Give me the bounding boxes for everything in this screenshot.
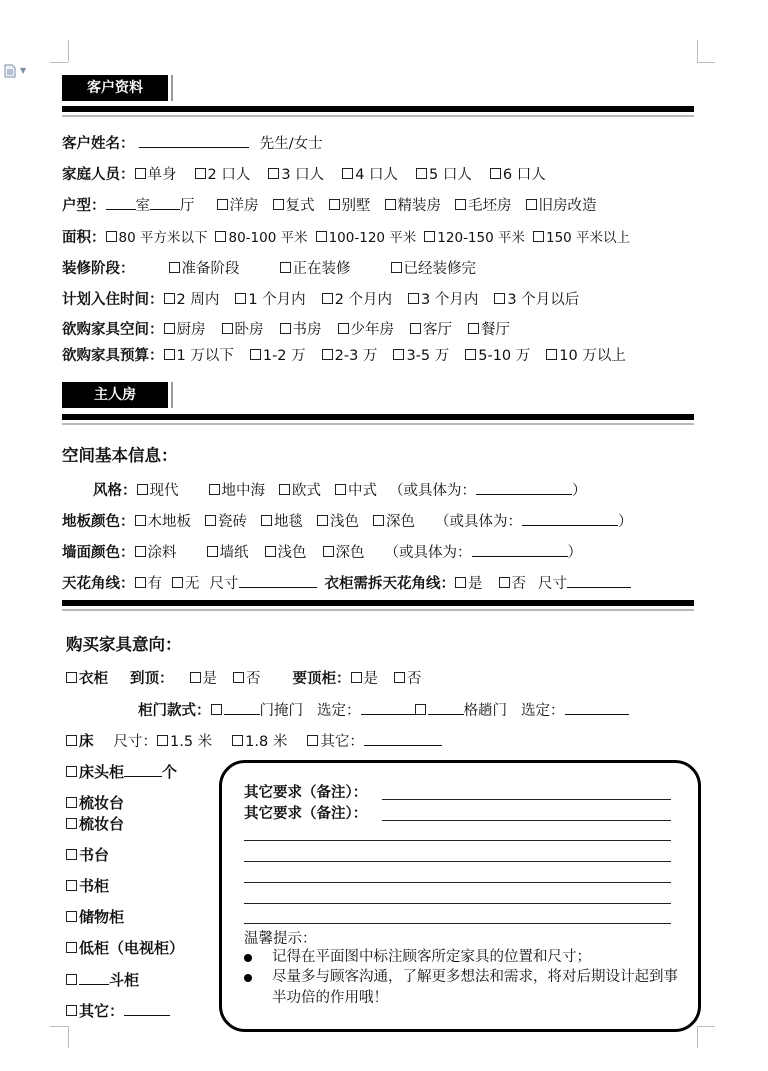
- option-label: 浅色: [330, 514, 359, 530]
- option-label: 地毯: [274, 514, 303, 530]
- bullet-icon: [244, 954, 252, 962]
- checkbox[interactable]: [329, 199, 340, 210]
- checkbox[interactable]: [416, 168, 427, 179]
- wardrobe-label: 衣柜: [79, 671, 108, 687]
- room-count-field[interactable]: [106, 195, 136, 210]
- notes-box: [219, 760, 701, 1032]
- bullet-icon: [244, 974, 252, 982]
- option-label: 中式: [348, 483, 377, 499]
- budget-label: 欲购家具预算：: [62, 348, 164, 364]
- checkbox[interactable]: [338, 323, 349, 334]
- option-label: 格趟门: [463, 703, 507, 719]
- option-label: 卧房: [234, 322, 264, 338]
- option-label: 4 口人: [355, 167, 399, 183]
- option-label: 墙纸: [219, 545, 249, 561]
- other-requirements-label: 其它要求（备注）：: [244, 785, 368, 801]
- option-label: 地中海: [221, 483, 265, 499]
- checkbox[interactable]: [391, 262, 402, 273]
- checkbox[interactable]: [232, 735, 243, 746]
- option-label: 1.5 米: [170, 734, 213, 750]
- option-label: 别墅: [341, 198, 371, 214]
- divider: [62, 600, 694, 606]
- ceiling-size-field[interactable]: [239, 573, 317, 588]
- option-label: 否: [511, 576, 526, 592]
- option-label: 门掩门: [259, 703, 303, 719]
- option-label: 3-5 万: [406, 348, 450, 364]
- option-label: 5-10 万: [478, 348, 531, 364]
- bed-other-field[interactable]: [364, 731, 442, 746]
- nightstand-count-field[interactable]: [124, 762, 162, 777]
- style-row: [93, 479, 587, 500]
- hall-unit: 厅: [180, 198, 195, 214]
- customer-name-field[interactable]: [139, 133, 249, 148]
- checkbox[interactable]: [455, 199, 466, 210]
- document-icon[interactable]: [4, 64, 16, 78]
- select-label: 选定：: [521, 703, 565, 719]
- family-label: 家庭人员：: [62, 167, 135, 183]
- option-label: 是: [468, 576, 483, 592]
- checkbox[interactable]: [172, 577, 183, 588]
- checkbox[interactable]: [490, 168, 501, 179]
- checkbox[interactable]: [499, 577, 510, 588]
- option-label: 120-150 平米: [437, 230, 525, 246]
- checkbox[interactable]: [66, 849, 77, 860]
- checkbox[interactable]: [424, 231, 435, 242]
- checkbox[interactable]: [455, 577, 466, 588]
- checkbox[interactable]: [280, 262, 291, 273]
- bed-row: [66, 730, 442, 751]
- room-unit: 室: [135, 198, 150, 214]
- cut-off-label: 梳妆台: [79, 794, 125, 812]
- option-label: 客厅: [423, 322, 452, 338]
- nightstand-unit: 个: [162, 763, 178, 781]
- option-label: 无: [185, 576, 200, 592]
- crop-mark: [68, 40, 69, 62]
- family-row: [62, 163, 546, 184]
- checkbox[interactable]: [217, 199, 228, 210]
- top-cabinet-label: 要顶柜：: [292, 671, 351, 687]
- checkbox[interactable]: [268, 168, 279, 179]
- option-label: 餐厅: [481, 322, 510, 338]
- checkbox[interactable]: [164, 349, 175, 360]
- checkbox[interactable]: [137, 484, 148, 495]
- option-label: 是: [363, 671, 378, 687]
- checkbox[interactable]: [265, 546, 276, 557]
- checkbox[interactable]: [66, 1005, 77, 1016]
- option-label: 其它：: [320, 734, 364, 750]
- floor-color-row: [62, 510, 633, 531]
- bookcase-row: [66, 875, 109, 896]
- tip-text: 记得在平面图中标注顾客所定家具的位置和尺寸；: [272, 949, 591, 965]
- checkbox[interactable]: [135, 515, 146, 526]
- checkbox[interactable]: [323, 546, 334, 557]
- option-label: 瓷砖: [218, 514, 247, 530]
- option-label: 2 个月内: [334, 292, 393, 308]
- checkbox[interactable]: [164, 323, 175, 334]
- option-label: 6 口人: [502, 167, 546, 183]
- move-in-label: 计划入住时间：: [62, 292, 164, 308]
- notes-line[interactable]: [244, 903, 671, 904]
- checkbox[interactable]: [394, 672, 405, 683]
- layout-label: 户型：: [62, 198, 106, 214]
- checkbox[interactable]: [273, 199, 284, 210]
- checkbox[interactable]: [215, 231, 226, 242]
- option-label: 是: [202, 671, 217, 687]
- wardrobe-ceiling-label: 衣柜需拆天花角线：: [324, 576, 455, 592]
- notes-line[interactable]: [244, 882, 671, 883]
- checkbox[interactable]: [211, 704, 222, 715]
- checkbox[interactable]: [106, 231, 117, 242]
- option-label: 3 个月以后: [507, 292, 580, 308]
- dresser-row: [66, 813, 124, 834]
- space-info-heading: 空间基本信息：: [62, 446, 178, 465]
- option-label: 2 周内: [176, 292, 220, 308]
- option-label: 150 平米以上: [546, 230, 631, 246]
- checkbox[interactable]: [66, 672, 77, 683]
- wall-color-row: [62, 541, 582, 562]
- option-label: 否: [407, 671, 422, 687]
- sliding-door-select-field[interactable]: [565, 700, 629, 715]
- checkbox[interactable]: [233, 672, 244, 683]
- desk-row: [66, 844, 109, 865]
- divider: [62, 414, 694, 420]
- option-label: 厨房: [176, 322, 206, 338]
- option-label: 2 口人: [207, 167, 251, 183]
- swing-door-select-field[interactable]: [361, 700, 415, 715]
- checkbox[interactable]: [280, 323, 291, 334]
- tv-cabinet-row: [66, 937, 184, 958]
- option-label: 涂料: [147, 545, 177, 561]
- divider: [62, 609, 694, 611]
- storage-row: [66, 906, 124, 927]
- checkbox[interactable]: [385, 199, 396, 210]
- option-label: 1-2 万: [262, 348, 306, 364]
- option-label: 10 万以上: [559, 348, 626, 364]
- checkbox[interactable]: [316, 231, 327, 242]
- option-label: 100-120 平米: [328, 230, 417, 246]
- move-in-row: [62, 288, 579, 309]
- checkbox[interactable]: [546, 349, 557, 360]
- checkbox[interactable]: [373, 515, 384, 526]
- floor-color-label: 地板颜色：: [62, 514, 135, 530]
- checkbox[interactable]: [335, 484, 346, 495]
- option-label: 准备阶段: [181, 261, 240, 277]
- checkbox[interactable]: [322, 349, 333, 360]
- specify-label: （或具体为：: [435, 514, 522, 530]
- chest-count-field[interactable]: [79, 970, 109, 985]
- option-label: 5 口人: [429, 167, 472, 183]
- option-label: 木地板: [147, 514, 191, 530]
- checkbox[interactable]: [465, 349, 476, 360]
- checkbox[interactable]: [342, 168, 353, 179]
- cut-off-row: [66, 792, 125, 812]
- option-label: 1.8 米: [245, 734, 288, 750]
- item-label: 梳妆台: [79, 815, 125, 833]
- sliding-door-count-field[interactable]: [428, 700, 464, 715]
- notes-line[interactable]: [382, 799, 671, 800]
- notes-line[interactable]: [244, 840, 671, 841]
- checkbox[interactable]: [209, 484, 220, 495]
- tip-text: 尽量多与顾客沟通，了解更多想法和需求，将对后期设计起到事半功倍的作用哦！: [272, 969, 678, 1006]
- checkbox[interactable]: [468, 323, 479, 334]
- divider: [62, 115, 694, 117]
- select-label: 选定：: [317, 703, 361, 719]
- other-requirements-label: 其它要求（备注）：: [244, 806, 368, 822]
- checkbox[interactable]: [66, 880, 77, 891]
- furniture-space-row: [62, 318, 510, 339]
- swing-door-count-field[interactable]: [224, 700, 260, 715]
- option-label: 80-100 平米: [228, 230, 308, 246]
- checkbox[interactable]: [66, 766, 77, 777]
- option-label: 3 口人: [281, 167, 325, 183]
- checkbox[interactable]: [164, 293, 175, 304]
- option-label: 洋房: [229, 198, 259, 214]
- wardrobe-size-field[interactable]: [567, 573, 631, 588]
- door-style-label: 柜门款式：: [138, 703, 211, 719]
- option-label: 2-3 万: [334, 348, 378, 364]
- style-specify-field[interactable]: [476, 480, 572, 495]
- option-label: 浅色: [277, 545, 307, 561]
- crop-mark: [50, 62, 68, 63]
- wall-color-label: 墙面颜色：: [62, 545, 135, 561]
- crop-mark: [697, 62, 715, 63]
- option-label: 正在装修: [292, 261, 351, 277]
- checkbox[interactable]: [66, 974, 77, 985]
- checkbox[interactable]: [322, 293, 333, 304]
- checkbox[interactable]: [66, 818, 77, 829]
- item-label: 书柜: [79, 877, 110, 895]
- checkbox[interactable]: [415, 704, 426, 715]
- checkbox[interactable]: [526, 199, 537, 210]
- style-label: 风格：: [93, 483, 137, 499]
- option-label: 单身: [147, 167, 177, 183]
- checkbox[interactable]: [494, 293, 505, 304]
- option-label: 已经装修完: [403, 261, 476, 277]
- checkbox[interactable]: [135, 577, 146, 588]
- checkbox[interactable]: [351, 672, 362, 683]
- hall-count-field[interactable]: [150, 195, 180, 210]
- paren-close: ）: [572, 483, 587, 499]
- other-row: [66, 1000, 170, 1021]
- chevron-down-icon[interactable]: ▼: [20, 66, 27, 75]
- notes-line[interactable]: [244, 923, 671, 924]
- other-label: 其它：: [79, 1002, 125, 1020]
- door-style-row: [138, 699, 629, 720]
- bed-label: 床: [79, 734, 94, 750]
- crop-mark: [50, 1026, 68, 1027]
- stage-label: 装修阶段：: [62, 261, 135, 277]
- option-label: 精装房: [397, 198, 441, 214]
- paren-close: ）: [618, 514, 633, 530]
- option-label: 现代: [149, 483, 179, 499]
- checkbox[interactable]: [317, 515, 328, 526]
- option-label: 80 平方米以下: [118, 230, 208, 246]
- floor-specify-field[interactable]: [522, 511, 618, 526]
- option-label: 有: [147, 576, 162, 592]
- checkbox[interactable]: [235, 293, 246, 304]
- option-label: 否: [246, 671, 261, 687]
- checkbox[interactable]: [261, 515, 272, 526]
- checkbox[interactable]: [66, 942, 77, 953]
- customer-name-row: [62, 132, 323, 153]
- nightstand-row: [66, 761, 177, 782]
- paren-close: ）: [567, 545, 582, 561]
- checkbox[interactable]: [207, 546, 218, 557]
- checkbox[interactable]: [195, 168, 206, 179]
- option-label: 1 个月内: [248, 292, 306, 308]
- area-row: [62, 226, 630, 247]
- option-label: 深色: [335, 545, 365, 561]
- crop-mark: [697, 40, 698, 62]
- other-field[interactable]: [124, 1001, 170, 1016]
- crop-mark: [68, 1026, 69, 1048]
- item-label: 低柜（电视柜）: [79, 939, 185, 957]
- checkbox[interactable]: [410, 323, 421, 334]
- option-label: 1 万以下: [176, 348, 234, 364]
- customer-name-suffix: 先生/女士: [259, 136, 323, 152]
- ceiling-row: [62, 572, 631, 593]
- option-label: 深色: [386, 514, 415, 530]
- checkbox[interactable]: [205, 515, 216, 526]
- option-label: 少年房: [350, 322, 394, 338]
- item-label: 储物柜: [79, 908, 125, 926]
- checkbox: [66, 797, 77, 808]
- nightstand-label: 床头柜: [79, 763, 125, 781]
- checkbox[interactable]: [66, 735, 77, 746]
- chest-row: [66, 969, 139, 990]
- size-label: 尺寸: [538, 576, 567, 592]
- checkbox[interactable]: [279, 484, 290, 495]
- checkbox[interactable]: [533, 231, 544, 242]
- checkbox[interactable]: [250, 349, 261, 360]
- checkbox[interactable]: [157, 735, 168, 746]
- option-label: 欧式: [292, 483, 321, 499]
- option-label: 旧房改造: [538, 198, 597, 214]
- purchase-intent-heading: 购买家具意向：: [66, 635, 182, 654]
- checkbox[interactable]: [135, 546, 146, 557]
- checkbox[interactable]: [393, 349, 404, 360]
- specify-label: （或具体为：: [389, 483, 476, 499]
- customer-name-label: 客户姓名：: [62, 136, 135, 152]
- size-label: 尺寸: [209, 576, 239, 592]
- notes-line[interactable]: [382, 820, 671, 821]
- crop-mark: [697, 1026, 698, 1048]
- checkbox[interactable]: [408, 293, 419, 304]
- chest-label: 斗柜: [109, 971, 140, 989]
- checkbox[interactable]: [190, 672, 201, 683]
- area-label: 面积：: [62, 230, 106, 246]
- checkbox[interactable]: [135, 168, 146, 179]
- wall-specify-field[interactable]: [472, 542, 568, 557]
- specify-label: （或具体为：: [384, 545, 472, 561]
- section-tag-customer: 客户资料: [62, 75, 168, 101]
- checkbox[interactable]: [307, 735, 318, 746]
- crop-mark: [697, 1026, 715, 1027]
- stage-row: [62, 257, 476, 278]
- divider: [62, 106, 694, 112]
- notes-line[interactable]: [244, 861, 671, 862]
- option-label: 3 个月内: [421, 292, 479, 308]
- section-tag-master-room: 主人房: [62, 382, 168, 408]
- bed-size-label: 尺寸：: [113, 734, 157, 750]
- option-label: 毛坯房: [468, 198, 512, 214]
- checkbox[interactable]: [222, 323, 233, 334]
- tips-title: 温馨提示：: [244, 931, 317, 947]
- layout-row: [62, 194, 597, 215]
- option-label: 书房: [292, 322, 322, 338]
- wardrobe-row: [66, 667, 422, 688]
- option-label: 复式: [285, 198, 315, 214]
- budget-row: [62, 344, 626, 365]
- furniture-space-label: 欲购家具空间：: [62, 322, 164, 338]
- checkbox[interactable]: [169, 262, 180, 273]
- item-label: 书台: [79, 846, 110, 864]
- to-top-label: 到顶：: [130, 671, 174, 687]
- checkbox[interactable]: [66, 911, 77, 922]
- ceiling-label: 天花角线：: [62, 576, 135, 592]
- divider: [62, 423, 694, 425]
